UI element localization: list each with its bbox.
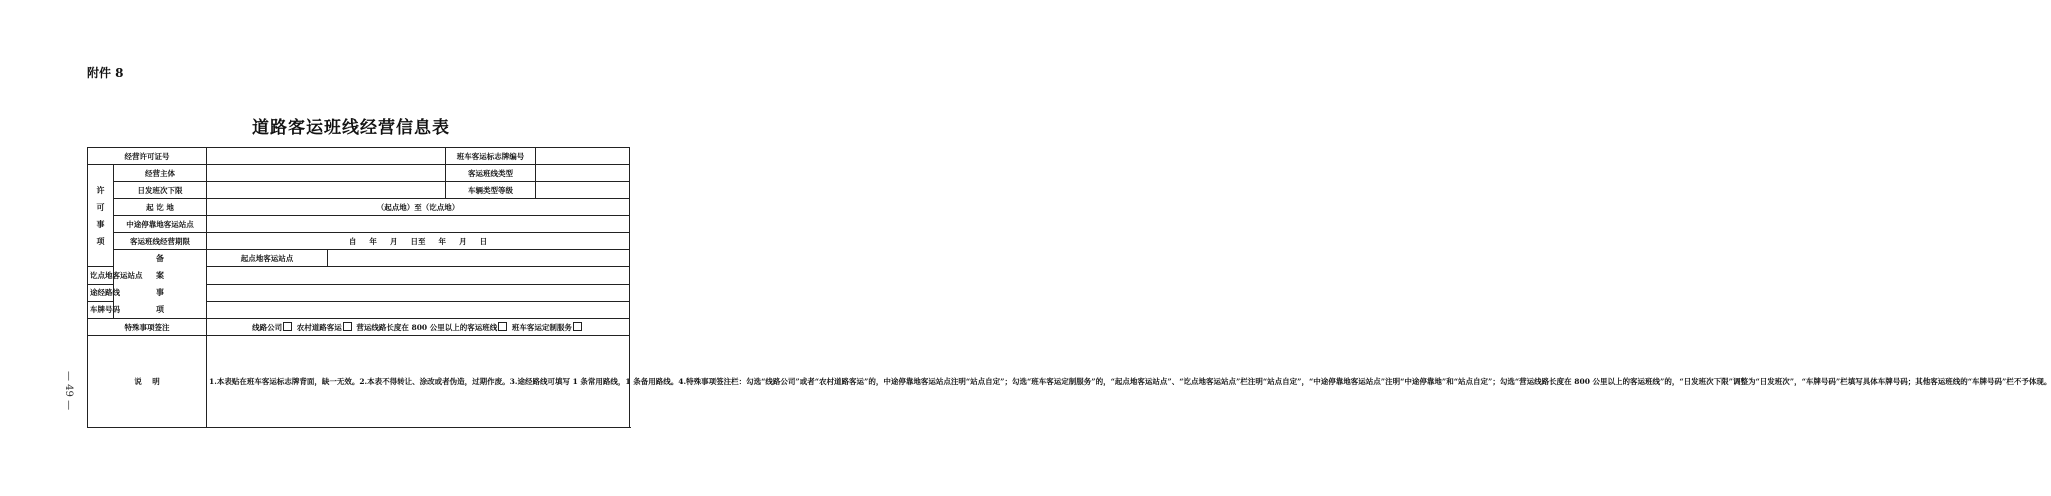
line-type-value[interactable]: [536, 165, 630, 182]
table-row: [88, 199, 630, 216]
dest-station-value[interactable]: [207, 267, 630, 284]
route-value[interactable]: [207, 284, 630, 301]
permit-number-value[interactable]: [207, 148, 446, 165]
origin-dest-label: 起 讫 地: [114, 199, 207, 216]
table-row: [88, 165, 630, 182]
operator-label: 经营主体: [114, 165, 207, 182]
checkbox-company[interactable]: [283, 322, 292, 331]
checkbox-long-distance[interactable]: [498, 322, 507, 331]
period-value[interactable]: 自 年 月 日至 年 月 日: [207, 233, 630, 250]
origin-dest-value[interactable]: （起点地）至（讫点地）: [207, 199, 630, 216]
page-number: — 49 —: [63, 371, 74, 411]
license-plate-value[interactable]: [207, 301, 630, 318]
origin-station-value[interactable]: [328, 250, 630, 267]
attachment-label: 附件 8: [87, 66, 124, 80]
checkbox-rural[interactable]: [343, 322, 352, 331]
license-plate-label: 车牌号码: [88, 301, 114, 318]
operator-value[interactable]: [207, 165, 446, 182]
checkbox-custom[interactable]: [573, 322, 582, 331]
vehicle-grade-value[interactable]: [536, 182, 630, 199]
table-row: [88, 336, 630, 428]
plate-number-label: 班车客运标志牌编号: [446, 148, 536, 165]
route-label: 途经路线: [88, 284, 114, 301]
daily-trips-value[interactable]: [207, 182, 446, 199]
permit-section-label: 许 可 事 项: [88, 165, 114, 267]
origin-station-label: 起点地客运站点: [207, 250, 328, 267]
notes-text: 1.本表贴在班车客运标志牌背面，缺一无效。2.本表不得转让、涂改或者伪造，过期作废。3.途经路线可填写 1 条常用路线，1 条备用路线。4.特殊事项签注栏：勾选“线路公司”或者“农村道路客运”的，中途停靠地客运站点注明“站点自定”；勾选“班车客运定制服务”的，“起点地客运站点”、“讫点地客运站点”栏注明“站点自定”，“中途停靠地客运站点”注明“中途停靠地”和“站点自定”；勾选“营运线路长度在 800 公里以上的客运班线”的，“日发班次下限”调整为“日发班次”，“车牌号码”栏填写具体车牌号码；其他客运班线的“车牌号码”栏不予体现。: [207, 336, 630, 428]
special-options: [207, 319, 630, 336]
table-row: [88, 216, 630, 233]
period-label: 客运班线经营期限: [114, 233, 207, 250]
plate-number-value[interactable]: [536, 148, 630, 165]
filing-section-label: 备 案 事 项: [114, 250, 207, 319]
daily-trips-label: 日发班次下限: [114, 182, 207, 199]
line-type-label: 客运班线类型: [446, 165, 536, 182]
dest-station-label: 讫点地客运站点: [88, 267, 114, 284]
table-row: [88, 233, 630, 250]
form-title: 道路客运班线经营信息表: [252, 118, 450, 138]
table-row: [88, 319, 630, 336]
special-option-long-distance: 营运线路长度在 800 公里以上的客运班线: [356, 322, 498, 332]
special-label: 特殊事项签注: [88, 319, 207, 336]
stop-station-value[interactable]: [207, 216, 630, 233]
table-row: [88, 250, 630, 267]
info-table: [87, 147, 2051, 428]
stop-station-label: 中途停靠地客运站点: [114, 216, 207, 233]
table-row: [88, 148, 630, 165]
vehicle-grade-label: 车辆类型等级: [446, 182, 536, 199]
permit-number-label: 经营许可证号: [88, 148, 207, 165]
special-option-company: 线路公司: [252, 322, 283, 332]
table-row: [88, 182, 630, 199]
notes-label: 说 明: [88, 336, 207, 428]
special-option-custom: 班车客运定制服务: [511, 322, 572, 332]
special-option-rural: 农村道路客运: [296, 322, 342, 332]
